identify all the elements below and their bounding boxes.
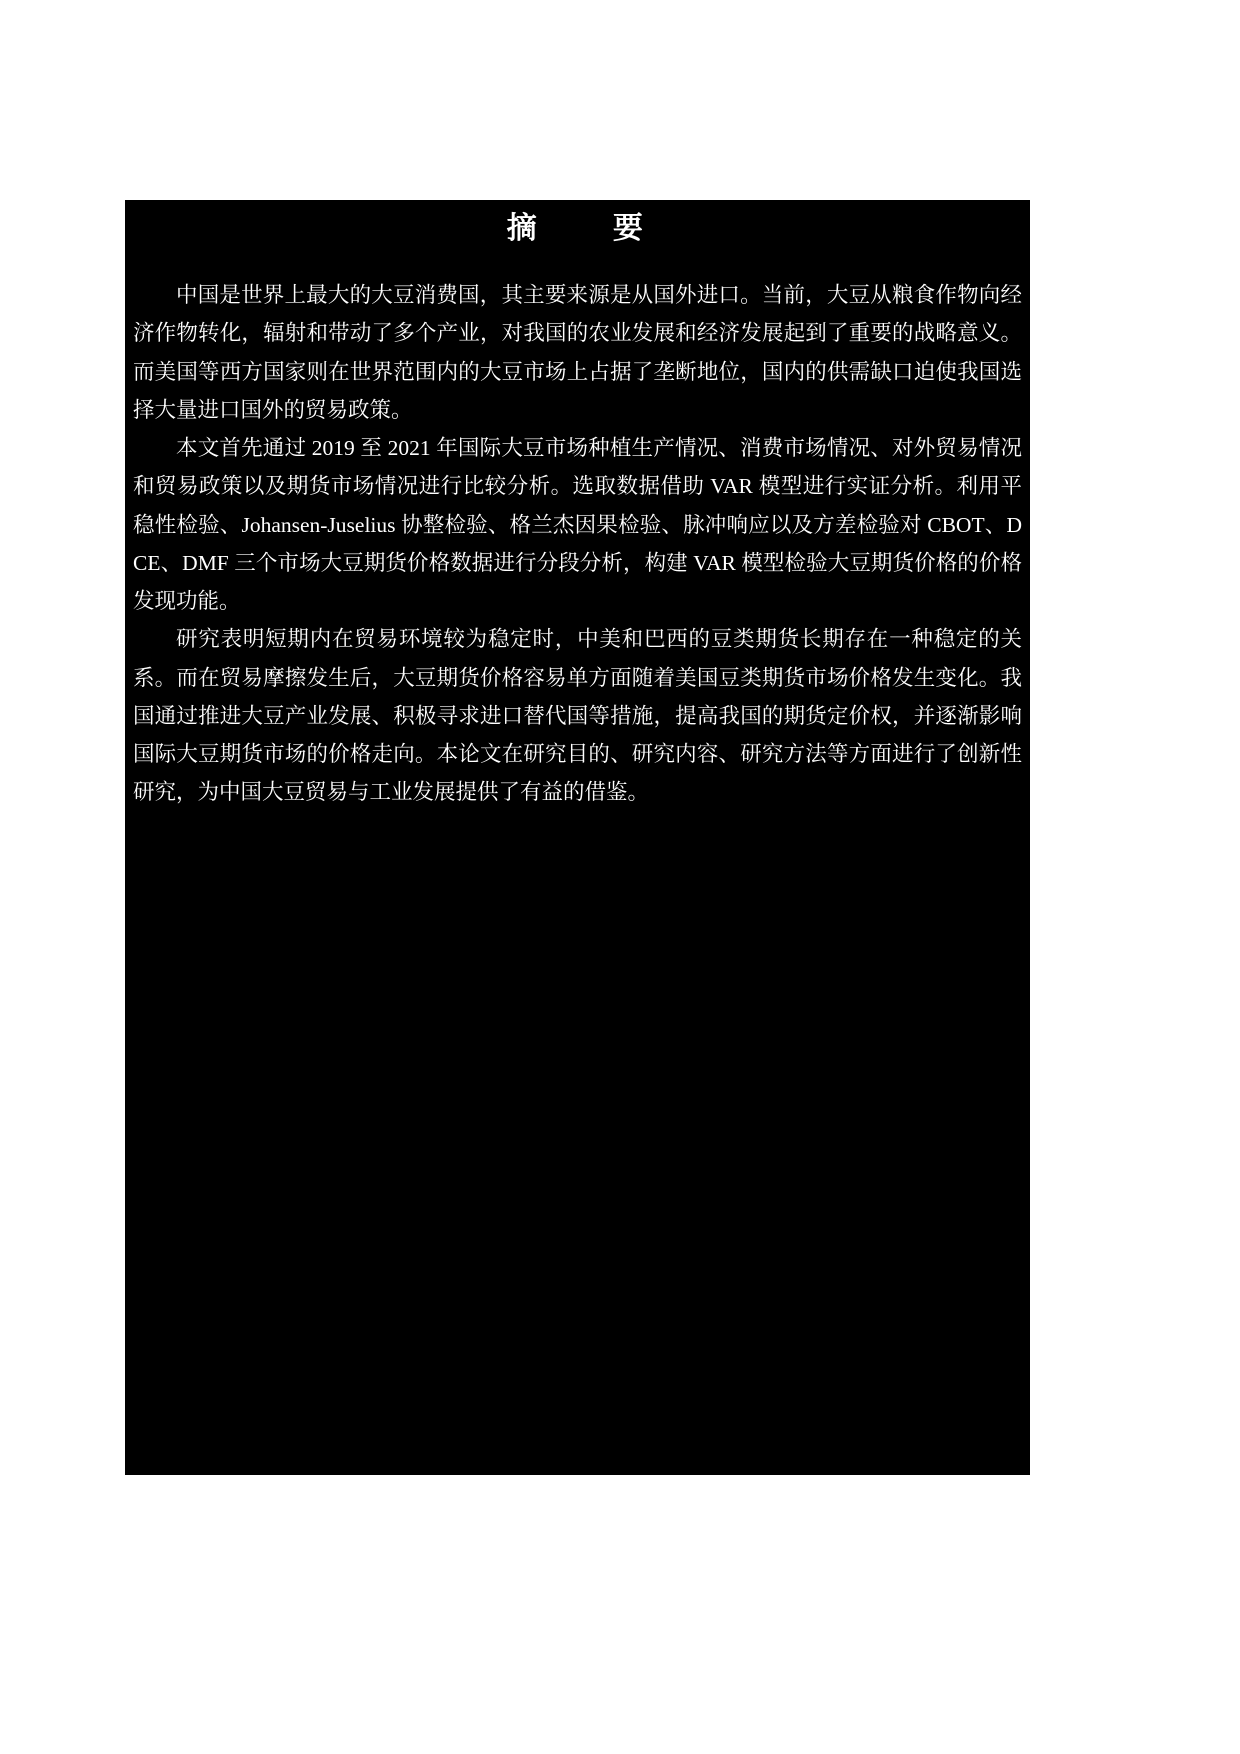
- abstract-block: [125, 200, 1030, 1475]
- page-title: 摘 要: [506, 212, 649, 245]
- paragraph: 本文首先通过 2019 至 2021 年国际大豆市场种植生产情况、消费市场情况、对外贸易情况和贸易政策以及期货市场情况进行比较分析。选取数据借助 VAR 模型进行实证分析。利用平稳性检验、Johansen-Juselius 协整检验、格兰杰因果检验、脉冲响应以及方差检验对 CBOT、DCE、DMF 三个市场大豆期货价格数据进行分段分析，构建 VAR 模型检验大豆期货价格的价格发现功能。: [133, 436, 1022, 614]
- abstract-body: [125, 250, 1030, 812]
- paragraph: 中国是世界上最大的大豆消费国，其主要来源是从国外进口。当前，大豆从粮食作物向经济作物转化，辐射和带动了多个产业，对我国的农业发展和经济发展起到了重要的战略意义。而美国等西方国家则在世界范围内的大豆市场上占据了垄断地位，国内的供需缺口迫使我国选择大量进口国外的贸易政策。: [133, 283, 1022, 422]
- paragraph: 研究表明短期内在贸易环境较为稳定时，中美和巴西的豆类期货长期存在一种稳定的关系。而在贸易摩擦发生后，大豆期货价格容易单方面随着美国豆类期货市场价格发生变化。我国通过推进大豆产业发展、积极寻求进口替代国等措施，提高我国的期货定价权，并逐渐影响国际大豆期货市场的价格走向。本论文在研究目的、研究内容、研究方法等方面进行了创新性研究，为中国大豆贸易与工业发展提供了有益的借鉴。: [133, 627, 1022, 805]
- block-spacer: [125, 812, 1030, 822]
